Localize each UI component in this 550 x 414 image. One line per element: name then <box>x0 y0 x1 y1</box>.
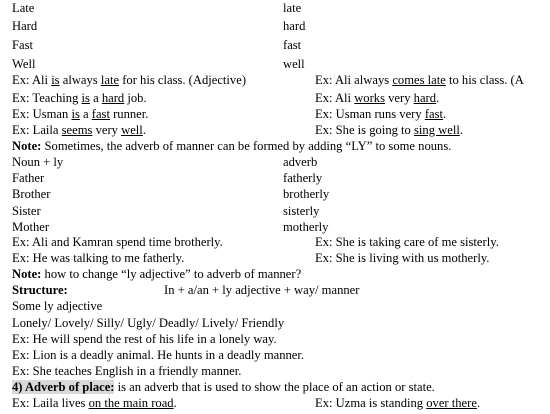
example-right: Ex: She is going to sing well. <box>315 123 463 137</box>
noun-word: Father <box>12 171 45 185</box>
adverb-word: fast <box>283 38 302 52</box>
example-row: Ex: Lion is a deadly animal. He hunts in a deadly manner. <box>12 348 305 362</box>
example-right: Ex: She is living with us motherly. <box>315 251 490 265</box>
structure-label: Structure: <box>12 283 68 297</box>
pair-row <box>12 154 550 171</box>
example-row: Ex: He will spend the rest of his life in a lonely way. <box>12 332 277 346</box>
note-line <box>12 138 550 155</box>
example-left: Ex: Ali is always late for his class. (Adjective) <box>12 73 247 87</box>
some-ly-line: Some ly adjective <box>12 299 103 313</box>
adjective-word: Well <box>12 57 36 71</box>
example-row <box>12 250 550 267</box>
example-row <box>12 395 550 412</box>
place-definition: is an adverb that is used to show the place of an action or state. <box>114 380 435 394</box>
structure-line <box>12 282 550 299</box>
example-right: Ex: Ali always comes late to his class. (A <box>315 73 524 87</box>
place-heading-line <box>12 379 550 396</box>
pair-row <box>12 56 550 73</box>
ly-adjective-list: Lonely/ Lovely/ Silly/ Ugly/ Deadly/ Lively/ Friendly <box>12 316 285 330</box>
pair-row <box>12 0 550 17</box>
example-row <box>12 122 550 139</box>
example-row <box>12 90 550 107</box>
example-right: Ex: She is taking care of me sisterly. <box>315 235 499 249</box>
note-line <box>12 266 550 283</box>
pair-row <box>12 18 550 35</box>
example-left: Ex: He was talking to me fatherly. <box>12 251 185 265</box>
note-label: Note: <box>12 139 42 153</box>
example-left: Ex: Ali and Kamran spend time brotherly. <box>12 235 223 249</box>
example-left: Ex: Usman is a fast runner. <box>12 107 149 121</box>
adverb-word: adverb <box>283 155 318 169</box>
pair-row <box>12 203 550 220</box>
example-right: Ex: Usman runs very fast. <box>315 107 447 121</box>
adjective-word: Hard <box>12 19 38 33</box>
adverb-word: well <box>283 57 305 71</box>
adverb-word: hard <box>283 19 306 33</box>
noun-word: Sister <box>12 204 41 218</box>
adjective-word: Fast <box>12 38 33 52</box>
noun-word: Mother <box>12 220 50 234</box>
pair-row <box>12 186 550 203</box>
example-row <box>12 72 550 89</box>
example-left: Ex: Laila lives on the main road. <box>12 396 177 410</box>
structure-formula: In + a/an + ly adjective + way/ manner <box>164 283 360 297</box>
note-text: how to change “ly adjective” to adverb of manner? <box>41 267 302 281</box>
example-row: Ex: She teaches English in a friendly manner. <box>12 364 242 378</box>
example-right: Ex: Uzma is standing over there. <box>315 396 481 410</box>
example-left: Ex: Laila seems very well. <box>12 123 146 137</box>
adverb-word: fatherly <box>283 171 323 185</box>
adverb-word: brotherly <box>283 187 330 201</box>
pair-row <box>12 37 550 54</box>
adjective-word: Late <box>12 1 35 15</box>
adverb-word: motherly <box>283 220 329 234</box>
noun-word: Brother <box>12 187 51 201</box>
example-right: Ex: Ali works very hard. <box>315 91 440 105</box>
adverb-word: sisterly <box>283 204 320 218</box>
example-row <box>12 106 550 123</box>
noun-word: Noun + ly <box>12 155 64 169</box>
example-left: Ex: Teaching is a hard job. <box>12 91 147 105</box>
example-row <box>12 234 550 251</box>
pair-row <box>12 170 550 187</box>
note-text: Sometimes, the adverb of manner can be formed by adding “LY” to some nouns. <box>41 139 452 153</box>
note-label: Note: <box>12 267 42 281</box>
place-heading: 4) Adverb of place: <box>12 380 115 394</box>
adverb-word: late <box>283 1 302 15</box>
